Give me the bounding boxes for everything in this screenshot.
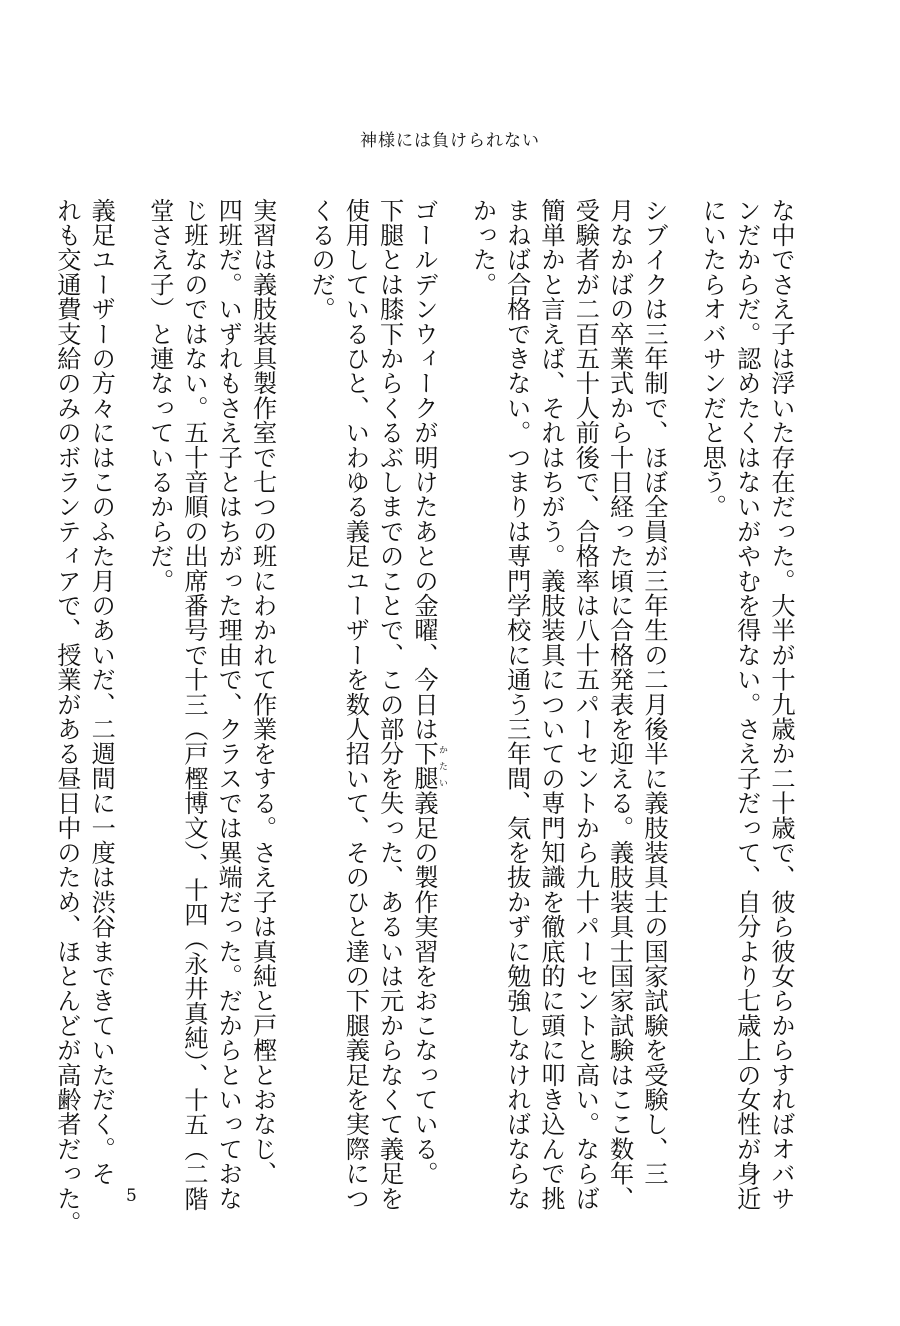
text-line: 実習は義肢装具製作室で七つの班にわかれて作業をする。さえ子は真純と戸樫とおなじ、 [248,198,277,1186]
text-line: 使用しているひと、いわゆる義足ユーザーを数人招いて、そのひと達の下腿義足を実際につ [341,198,370,1211]
text-line: くるのだ。 [307,198,336,322]
text-line: まねば合格できない。つまりは専門学校に通う三年間、気を抜かずに勉強しなければならな [502,198,531,1211]
text-line: 四班だ。いずれもさえ子とはちがった理由で、クラスでは異端だった。だからといっておな [214,198,243,1211]
text-line: な中でさえ子は浮いた存在だった。大半が十九歳か二十歳で、彼ら彼女らからすればオバサ [767,198,795,1211]
page-number: 5 [126,1186,137,1206]
text-line: 月なかばの卒業式から十日経った頃に合格発表を迎える。義肢装具士国家試験はここ数年、 [605,198,634,1211]
text-line: 簡単かと言えば、それはちがう。義肢装具についての専門知識を徹底的に頭に叩き込んで挑 [537,198,566,1211]
text-line: 義足ユーザーの方々にはこのふた月のあいだ、二週間に一度は渋谷まできていただく。そ [87,198,116,1186]
text-line: にいたらオバサンだと思う。 [698,198,727,520]
text-line: かった。 [468,198,497,297]
ruby-annotation [409,741,447,791]
ruby-reading: かたい [436,741,447,791]
text-line: 受験者が二百五十人前後で、合格率は八十五パーセントから九十パーセントと高い。ならば [571,198,600,1211]
text-line: じ班なのではない。五十音順の出席番号で十三（戸樫博文）、十四（永井真純）、十五（二階 [179,198,208,1212]
text-line: 下腿とは膝下からくるぶしまでのことで、この部分を失った、あるいは元からなくて義足を [375,198,404,1211]
ruby-base: 下腿 [409,741,438,791]
text-line: シブイクは三年制で、ほぼ全員が三年生の二月後半に義肢装具士の国家試験を受験し、三 [639,198,668,1186]
text-line: ンだからだ。認めたくはないがやむを得ない。さえ子だって、自分より七歳上の女性が身近 [732,198,761,1211]
running-header: 神様には負けられない [360,131,540,151]
text-segment: ゴールデンウィークが明けたあとの金曜、今日は [409,198,438,742]
vertical-text-body [52,198,798,1236]
text-line: れも交通費支給のみのボランティアで、授業がある昼日中のため、ほとんどが高齢者だった。 [52,198,81,1236]
text-segment: 義足の製作実習をおこなっている。 [409,790,438,1187]
text-line: 堂さえ子）と連なっているからだ。 [145,198,174,594]
text-line-with-ruby [407,198,465,1187]
